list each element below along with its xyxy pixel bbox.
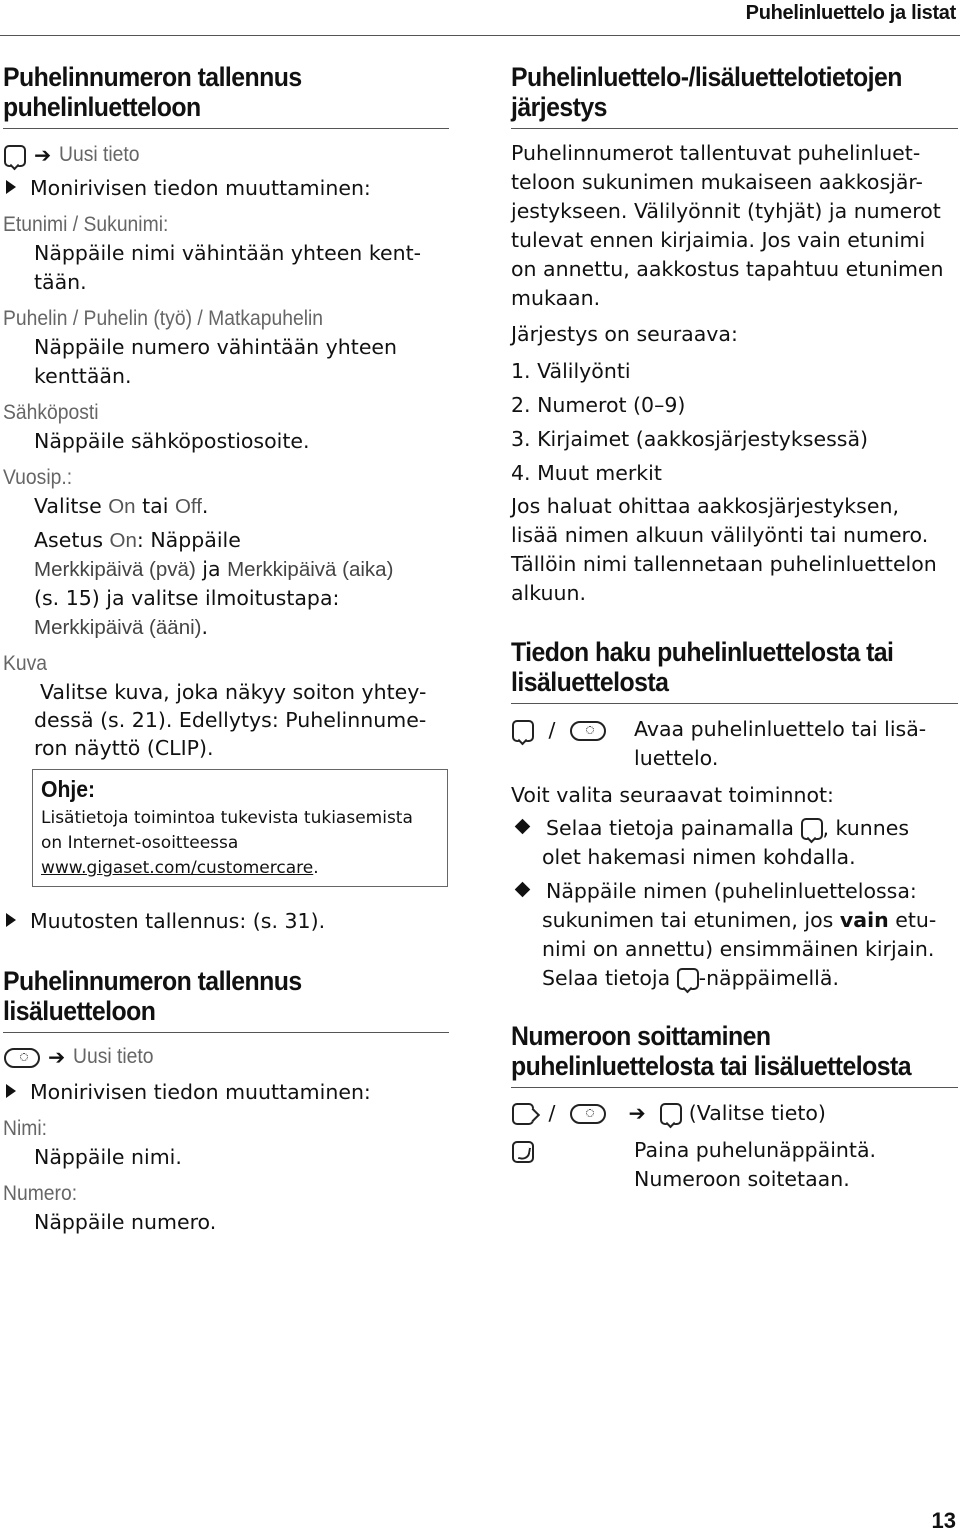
section-title-save-sublist	[3, 966, 302, 1026]
nav-down-key-icon	[4, 145, 26, 167]
field-label-email: Sähköposti	[3, 401, 99, 424]
key-description: Avaa puhelinluettelo tai lisä- luettelo.	[634, 717, 927, 770]
field-label-phone: Puhelin / Puhelin (työ) / Matkapuhelin	[3, 307, 324, 330]
note-title: Ohje:	[41, 776, 96, 802]
step-text: Monirivisen tiedon muuttaminen:	[30, 1080, 371, 1104]
title-line: Puhelinluettelo-/lisäluettelotietojen	[511, 62, 902, 92]
title-line: puhelinluetteloon	[3, 92, 201, 122]
field-desc: kenttään.	[34, 364, 132, 388]
field-label-picture: Kuva	[3, 652, 48, 675]
bullet-item: Näppäile nimen (puhelinluettelossa: sukunimen tai etunimen, jos vain etu- nimi on annettu) ensimmäinen kirjain. Selaa tietoja -näppäimellä.	[514, 877, 936, 993]
section-title-save-phonebook	[3, 62, 302, 122]
paragraph: Jos haluat ohittaa aakkosjärjestyksen, lisää nimen alkuun välilyönti tai numero. Tällöin nimi tallennetaan puhelinluettelon alkuun.	[511, 494, 937, 605]
nav-down-key-icon	[801, 818, 823, 840]
key-row	[512, 1099, 826, 1128]
arrow-icon: ➔	[34, 143, 52, 167]
title-line: Puhelinnumeron tallennus	[3, 966, 302, 996]
step-text: Monirivisen tiedon muuttaminen:	[30, 176, 371, 200]
title-line: Numeroon soittaminen	[511, 1021, 771, 1051]
paragraph: Puhelinnumerot tallentuvat puhelinluet- teloon sukunimen mukaiseen aakkosjär- jestykseen. Välilyönnit (tyhjät) ja numerot tulevat ennen kirjaimia. Jos vain etunimi on annettu, aakkostus tapahtuu etunimen mukaan.	[511, 141, 944, 310]
bullet-item: Selaa tietoja painamalla , kunnes olet hakemasi nimen kohdalla.	[514, 814, 909, 872]
field-label-name: Nimi:	[3, 1117, 48, 1140]
step-row	[6, 174, 371, 203]
select-entry-text: (Valitse tieto)	[688, 1101, 826, 1125]
softkey-icon	[570, 1104, 606, 1124]
divider	[511, 128, 958, 129]
page-header	[0, 0, 960, 36]
separator: /	[548, 1101, 556, 1125]
step-row	[6, 1078, 371, 1107]
title-line: Tiedon haku puhelinluettelosta tai	[511, 637, 894, 667]
field-desc: Valitse kuva, joka näkyy soiton yhtey-	[40, 680, 427, 704]
nav-down-key-icon	[660, 1103, 682, 1125]
field-desc: (s. 15) ja valitse ilmoitustapa:	[34, 586, 340, 610]
nav-right-key-icon	[512, 1103, 534, 1125]
title-line: järjestys	[511, 92, 607, 122]
field-desc: Näppäile nimi vähintään yhteen kent-	[34, 241, 421, 265]
key-row	[512, 716, 606, 745]
new-entry-label: Uusi tieto	[59, 143, 140, 166]
field-desc: Asetus On: Näppäile	[34, 528, 241, 552]
title-line: puhelinluettelosta tai lisäluettelosta	[511, 1051, 912, 1081]
customercare-link[interactable]: www.gigaset.com/customercare	[41, 858, 314, 878]
note-text: Lisätietoja toimintoa tukevista tukiasemista on Internet-osoitteessa www.gigaset.com/customercare.	[41, 808, 413, 878]
step-row	[6, 907, 325, 936]
divider	[3, 128, 449, 129]
arrow-icon: ➔	[48, 1045, 66, 1069]
bullet-icon	[515, 819, 531, 835]
action-row	[4, 1043, 161, 1072]
field-label-name: Etunimi / Sukunimi:	[3, 213, 169, 236]
field-label-anniversary: Vuosip.:	[3, 466, 73, 489]
field-desc: Näppäile numero.	[34, 1210, 217, 1234]
key-row	[512, 1137, 534, 1166]
field-label-number: Numero:	[3, 1182, 78, 1205]
nav-down-key-icon	[677, 968, 699, 990]
arrow-icon: ➔	[628, 1101, 646, 1125]
key-description: Paina puhelunäppäintä. Numeroon soitetaan.	[634, 1138, 877, 1191]
list-item: 1. Välilyönti	[511, 359, 631, 383]
nav-down-key-icon	[512, 720, 534, 742]
softkey-icon	[4, 1048, 40, 1068]
new-entry-label: Uusi tieto	[73, 1045, 154, 1068]
field-desc: Näppäile sähköpostiosoite.	[34, 429, 310, 453]
field-desc: dessä (s. 21). Edellytys: Puhelinnume-	[34, 708, 427, 732]
divider	[511, 1087, 958, 1088]
field-desc: tään.	[34, 270, 87, 294]
field-desc: Valitse On tai Off.	[34, 494, 209, 518]
bullet-icon	[515, 882, 531, 898]
paragraph: Voit valita seuraavat toiminnot:	[511, 783, 834, 807]
step-triangle-icon	[6, 180, 16, 194]
field-desc: Näppäile numero vähintään yhteen	[34, 335, 398, 359]
paragraph: Järjestys on seuraava:	[511, 322, 738, 346]
step-text: Muutosten tallennus: (s. 31).	[30, 909, 326, 933]
section-title-dial	[511, 1021, 911, 1081]
softkey-icon	[570, 721, 606, 741]
divider	[3, 1032, 449, 1033]
section-title-sort-order	[511, 62, 902, 122]
order-list	[511, 354, 868, 490]
title-line: lisäluetteloon	[3, 996, 156, 1026]
note-box	[32, 769, 448, 887]
field-desc: Näppäile nimi.	[34, 1145, 182, 1169]
field-desc: Merkkipäivä (ääni).	[34, 615, 209, 639]
field-desc: Merkkipäivä (pvä) ja Merkkipäivä (aika)	[34, 557, 394, 581]
step-triangle-icon	[6, 913, 16, 927]
header-title: Puhelinluettelo ja listat	[745, 2, 956, 24]
section-title-search	[511, 637, 893, 697]
title-line: lisäluettelosta	[511, 667, 669, 697]
title-line: Puhelinnumeron tallennus	[3, 62, 302, 92]
action-row	[4, 141, 147, 170]
list-item: 2. Numerot (0–9)	[511, 393, 686, 417]
separator: /	[548, 718, 556, 742]
divider	[511, 703, 958, 704]
list-item: 4. Muut merkit	[511, 461, 662, 485]
step-triangle-icon	[6, 1084, 16, 1098]
talk-key-icon	[512, 1141, 534, 1163]
list-item: 3. Kirjaimet (aakkosjärjestyksessä)	[511, 427, 869, 451]
page-number: 13	[931, 1508, 956, 1533]
field-desc: ron näyttö (CLIP).	[34, 736, 214, 760]
